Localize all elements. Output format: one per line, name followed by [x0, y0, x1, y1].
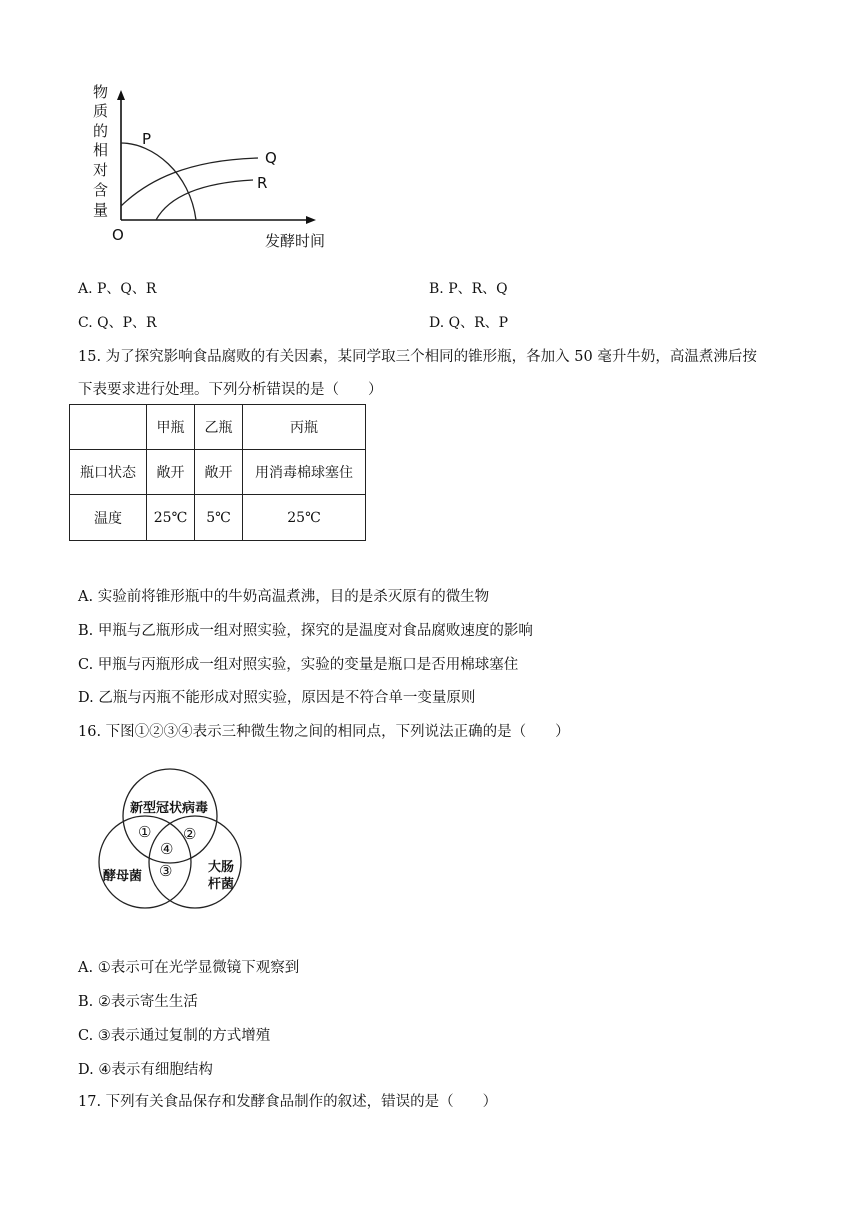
table-header-cell — [70, 405, 147, 450]
venn-region-3: ③ — [159, 862, 173, 880]
y-axis-label-char: 的 — [93, 122, 109, 140]
q16-option-b[interactable]: B. ②表示寄生生活 — [78, 994, 198, 1010]
q15-option-d[interactable]: D. 乙瓶与丙瓶不能形成对照实验，原因是不符合单一变量原则 — [78, 690, 476, 706]
q15-option-c[interactable]: C. 甲瓶与丙瓶形成一组对照实验，实验的变量是瓶口是否用棉球塞住 — [78, 657, 519, 673]
table-header-cell: 丙瓶 — [243, 405, 366, 450]
q16-stem: 16. 下图①②③④表示三种微生物之间的相同点，下列说法正确的是（ ） — [78, 724, 570, 740]
x-axis-label: 发酵时间 — [265, 232, 326, 250]
q15-table — [69, 404, 366, 541]
y-axis-label-char: 对 — [93, 161, 109, 179]
q14-option-d[interactable]: D. Q、R、P — [429, 315, 509, 331]
table-cell: 敞开 — [147, 450, 195, 495]
table-row — [70, 450, 366, 495]
x-axis-arrow — [306, 216, 316, 224]
venn-region-4: ④ — [160, 840, 174, 858]
venn-region-1: ① — [138, 823, 152, 841]
table-cell: 用消毒棉球塞住 — [243, 450, 366, 495]
table-cell: 5℃ — [195, 495, 243, 541]
q16-option-c[interactable]: C. ③表示通过复制的方式增殖 — [78, 1028, 271, 1044]
venn-label-yeast: 酵母菌 — [103, 869, 143, 884]
graph-axes-and-curves — [108, 88, 338, 248]
q16-option-a[interactable]: A. ①表示可在光学显微镜下观察到 — [78, 960, 300, 976]
venn-label-virus: 新型冠状病毒 — [130, 801, 209, 816]
table-cell: 25℃ — [243, 495, 366, 541]
table-header-row — [70, 405, 366, 450]
y-axis-label-char: 相 — [93, 141, 109, 159]
y-axis-label-char: 含 — [93, 181, 109, 199]
q15-option-a[interactable]: A. 实验前将锥形瓶中的牛奶高温煮沸，目的是杀灭原有的微生物 — [78, 589, 490, 605]
q15-stem-line1: 15. 为了探究影响食品腐败的有关因素，某同学取三个相同的锥形瓶，各加入 50 毫升牛奶，高温煮沸后按 — [78, 349, 757, 365]
q16-option-d[interactable]: D. ④表示有细胞结构 — [78, 1062, 213, 1078]
q14-option-c[interactable]: C. Q、P、R — [78, 315, 157, 331]
q15-option-b[interactable]: B. 甲瓶与乙瓶形成一组对照实验，探究的是温度对食品腐败速度的影响 — [78, 623, 533, 639]
curve-label-r: R — [257, 174, 268, 192]
curve-q — [121, 158, 258, 206]
y-axis-label-char: 质 — [93, 102, 109, 120]
venn-label-ecoli-2: 杆菌 — [208, 877, 235, 892]
q14-option-a[interactable]: A. P、Q、R — [78, 281, 157, 297]
curve-r — [156, 180, 253, 220]
q15-stem-line2: 下表要求进行处理。下列分析错误的是（ ） — [78, 382, 383, 398]
venn-region-2: ② — [183, 825, 197, 843]
origin-label: O — [112, 226, 124, 244]
y-axis-label-char: 物 — [93, 83, 109, 101]
table-header-cell: 乙瓶 — [195, 405, 243, 450]
table-cell: 温度 — [70, 495, 147, 541]
y-axis-arrow — [117, 90, 125, 100]
table-cell: 瓶口状态 — [70, 450, 147, 495]
venn-label-ecoli-1: 大肠 — [208, 860, 235, 875]
curve-label-p: P — [142, 130, 152, 148]
table-row — [70, 495, 366, 541]
curve-p — [121, 143, 196, 220]
table-header-cell: 甲瓶 — [147, 405, 195, 450]
q14-option-b[interactable]: B. P、R、Q — [429, 281, 508, 297]
curve-label-q: Q — [265, 149, 277, 167]
y-axis-label-char: 量 — [93, 201, 109, 219]
table-cell: 敞开 — [195, 450, 243, 495]
table-cell: 25℃ — [147, 495, 195, 541]
q17-stem: 17. 下列有关食品保存和发酵食品制作的叙述，错误的是（ ） — [78, 1094, 498, 1110]
